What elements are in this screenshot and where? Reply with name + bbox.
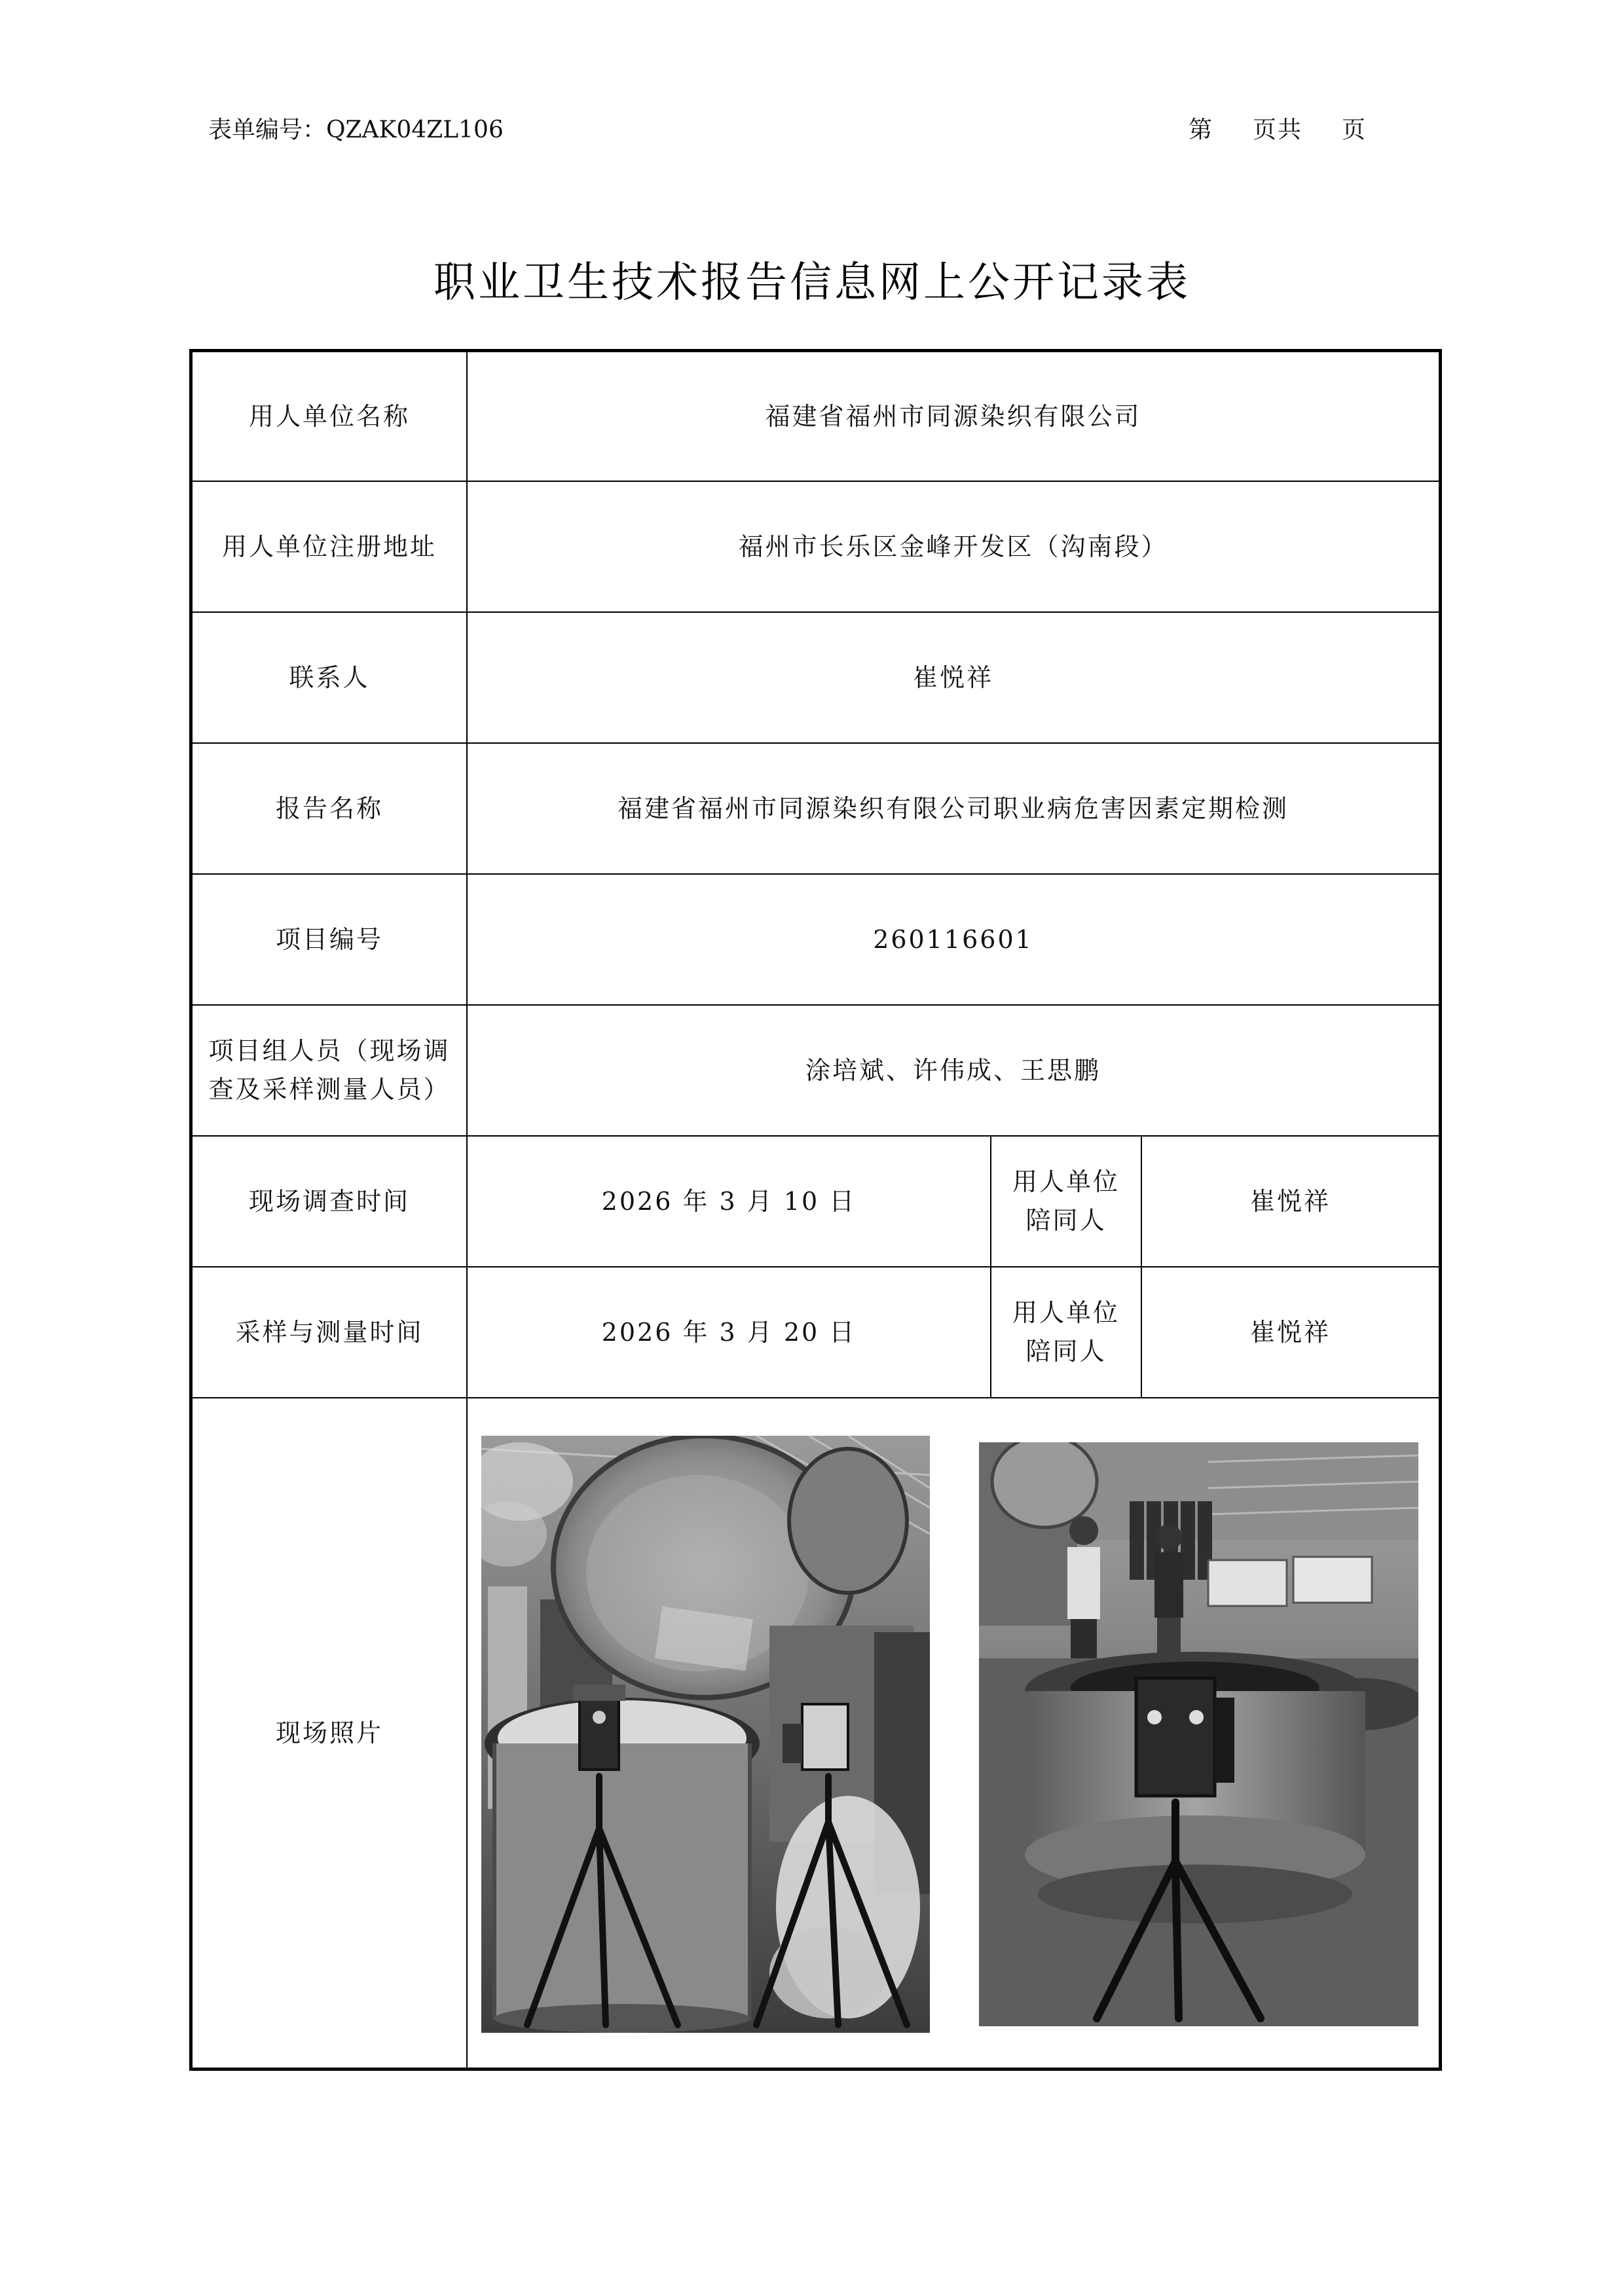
label-survey-escort-line1: 用人单位 xyxy=(1012,1167,1120,1197)
label-team-line1: 项目组人员（现场调 xyxy=(208,1036,451,1066)
label-sampling-escort xyxy=(991,1267,1142,1397)
row-team xyxy=(193,1006,1439,1137)
value-sampling: 2026 年 3 月 20 日 xyxy=(468,1267,991,1397)
site-photo-1 xyxy=(481,1436,930,2033)
label-team xyxy=(193,1006,468,1135)
value-contact: 崔悦祥 xyxy=(912,663,993,692)
value-address: 福州市长乐区金峰开发区（沟南段） xyxy=(738,532,1168,561)
record-table xyxy=(189,349,1442,2071)
row-survey xyxy=(193,1137,1439,1267)
label-survey-escort-line2: 陪同人 xyxy=(1025,1206,1107,1235)
row-photos xyxy=(193,1398,1439,2068)
label-sampling-escort-line1: 用人单位 xyxy=(1012,1298,1120,1328)
row-report-name xyxy=(193,744,1439,875)
page-indicator xyxy=(1189,111,1367,145)
site-photo-2 xyxy=(979,1442,1418,2026)
label-sampling-escort-line2: 陪同人 xyxy=(1025,1337,1107,1366)
row-address xyxy=(193,482,1439,613)
page-ye-gong: 页共 xyxy=(1253,117,1303,143)
value-project-no: 260116601 xyxy=(873,924,1033,954)
value-report-name: 福建省福州市同源染织有限公司职业病危害因素定期检测 xyxy=(617,793,1289,823)
label-address: 用人单位注册地址 xyxy=(193,482,468,611)
page-di: 第 xyxy=(1189,117,1214,143)
row-contact xyxy=(193,613,1439,744)
value-survey-escort: 崔悦祥 xyxy=(1249,1186,1331,1216)
label-sampling: 采样与测量时间 xyxy=(193,1267,468,1397)
site-photo-2-image xyxy=(979,1442,1418,2026)
label-team-line2: 查及采样测量人员） xyxy=(208,1075,451,1104)
label-report-name: 报告名称 xyxy=(193,744,468,873)
value-survey: 2026 年 3 月 10 日 xyxy=(468,1137,991,1266)
label-unit-name: 用人单位名称 xyxy=(193,352,468,481)
row-sampling xyxy=(193,1267,1439,1398)
label-photos: 现场照片 xyxy=(193,1398,468,2068)
label-survey: 现场调查时间 xyxy=(193,1137,468,1266)
label-contact: 联系人 xyxy=(193,613,468,742)
row-project-no xyxy=(193,875,1439,1006)
value-team: 涂培斌、许伟成、王思鹏 xyxy=(805,1055,1101,1085)
photos-container xyxy=(468,1398,1439,2068)
label-survey-escort xyxy=(991,1137,1142,1266)
page-ye: 页 xyxy=(1342,117,1367,143)
value-sampling-escort: 崔悦祥 xyxy=(1249,1317,1331,1347)
site-photo-1-image xyxy=(481,1436,930,2033)
label-project-no: 项目编号 xyxy=(193,875,468,1004)
page-title: 职业卫生技术报告信息网上公开记录表 xyxy=(434,259,1190,307)
form-number: 表单编号：QZAK04ZL106 xyxy=(208,117,504,143)
value-unit-name: 福建省福州市同源染织有限公司 xyxy=(765,401,1141,431)
row-unit-name xyxy=(193,352,1439,482)
